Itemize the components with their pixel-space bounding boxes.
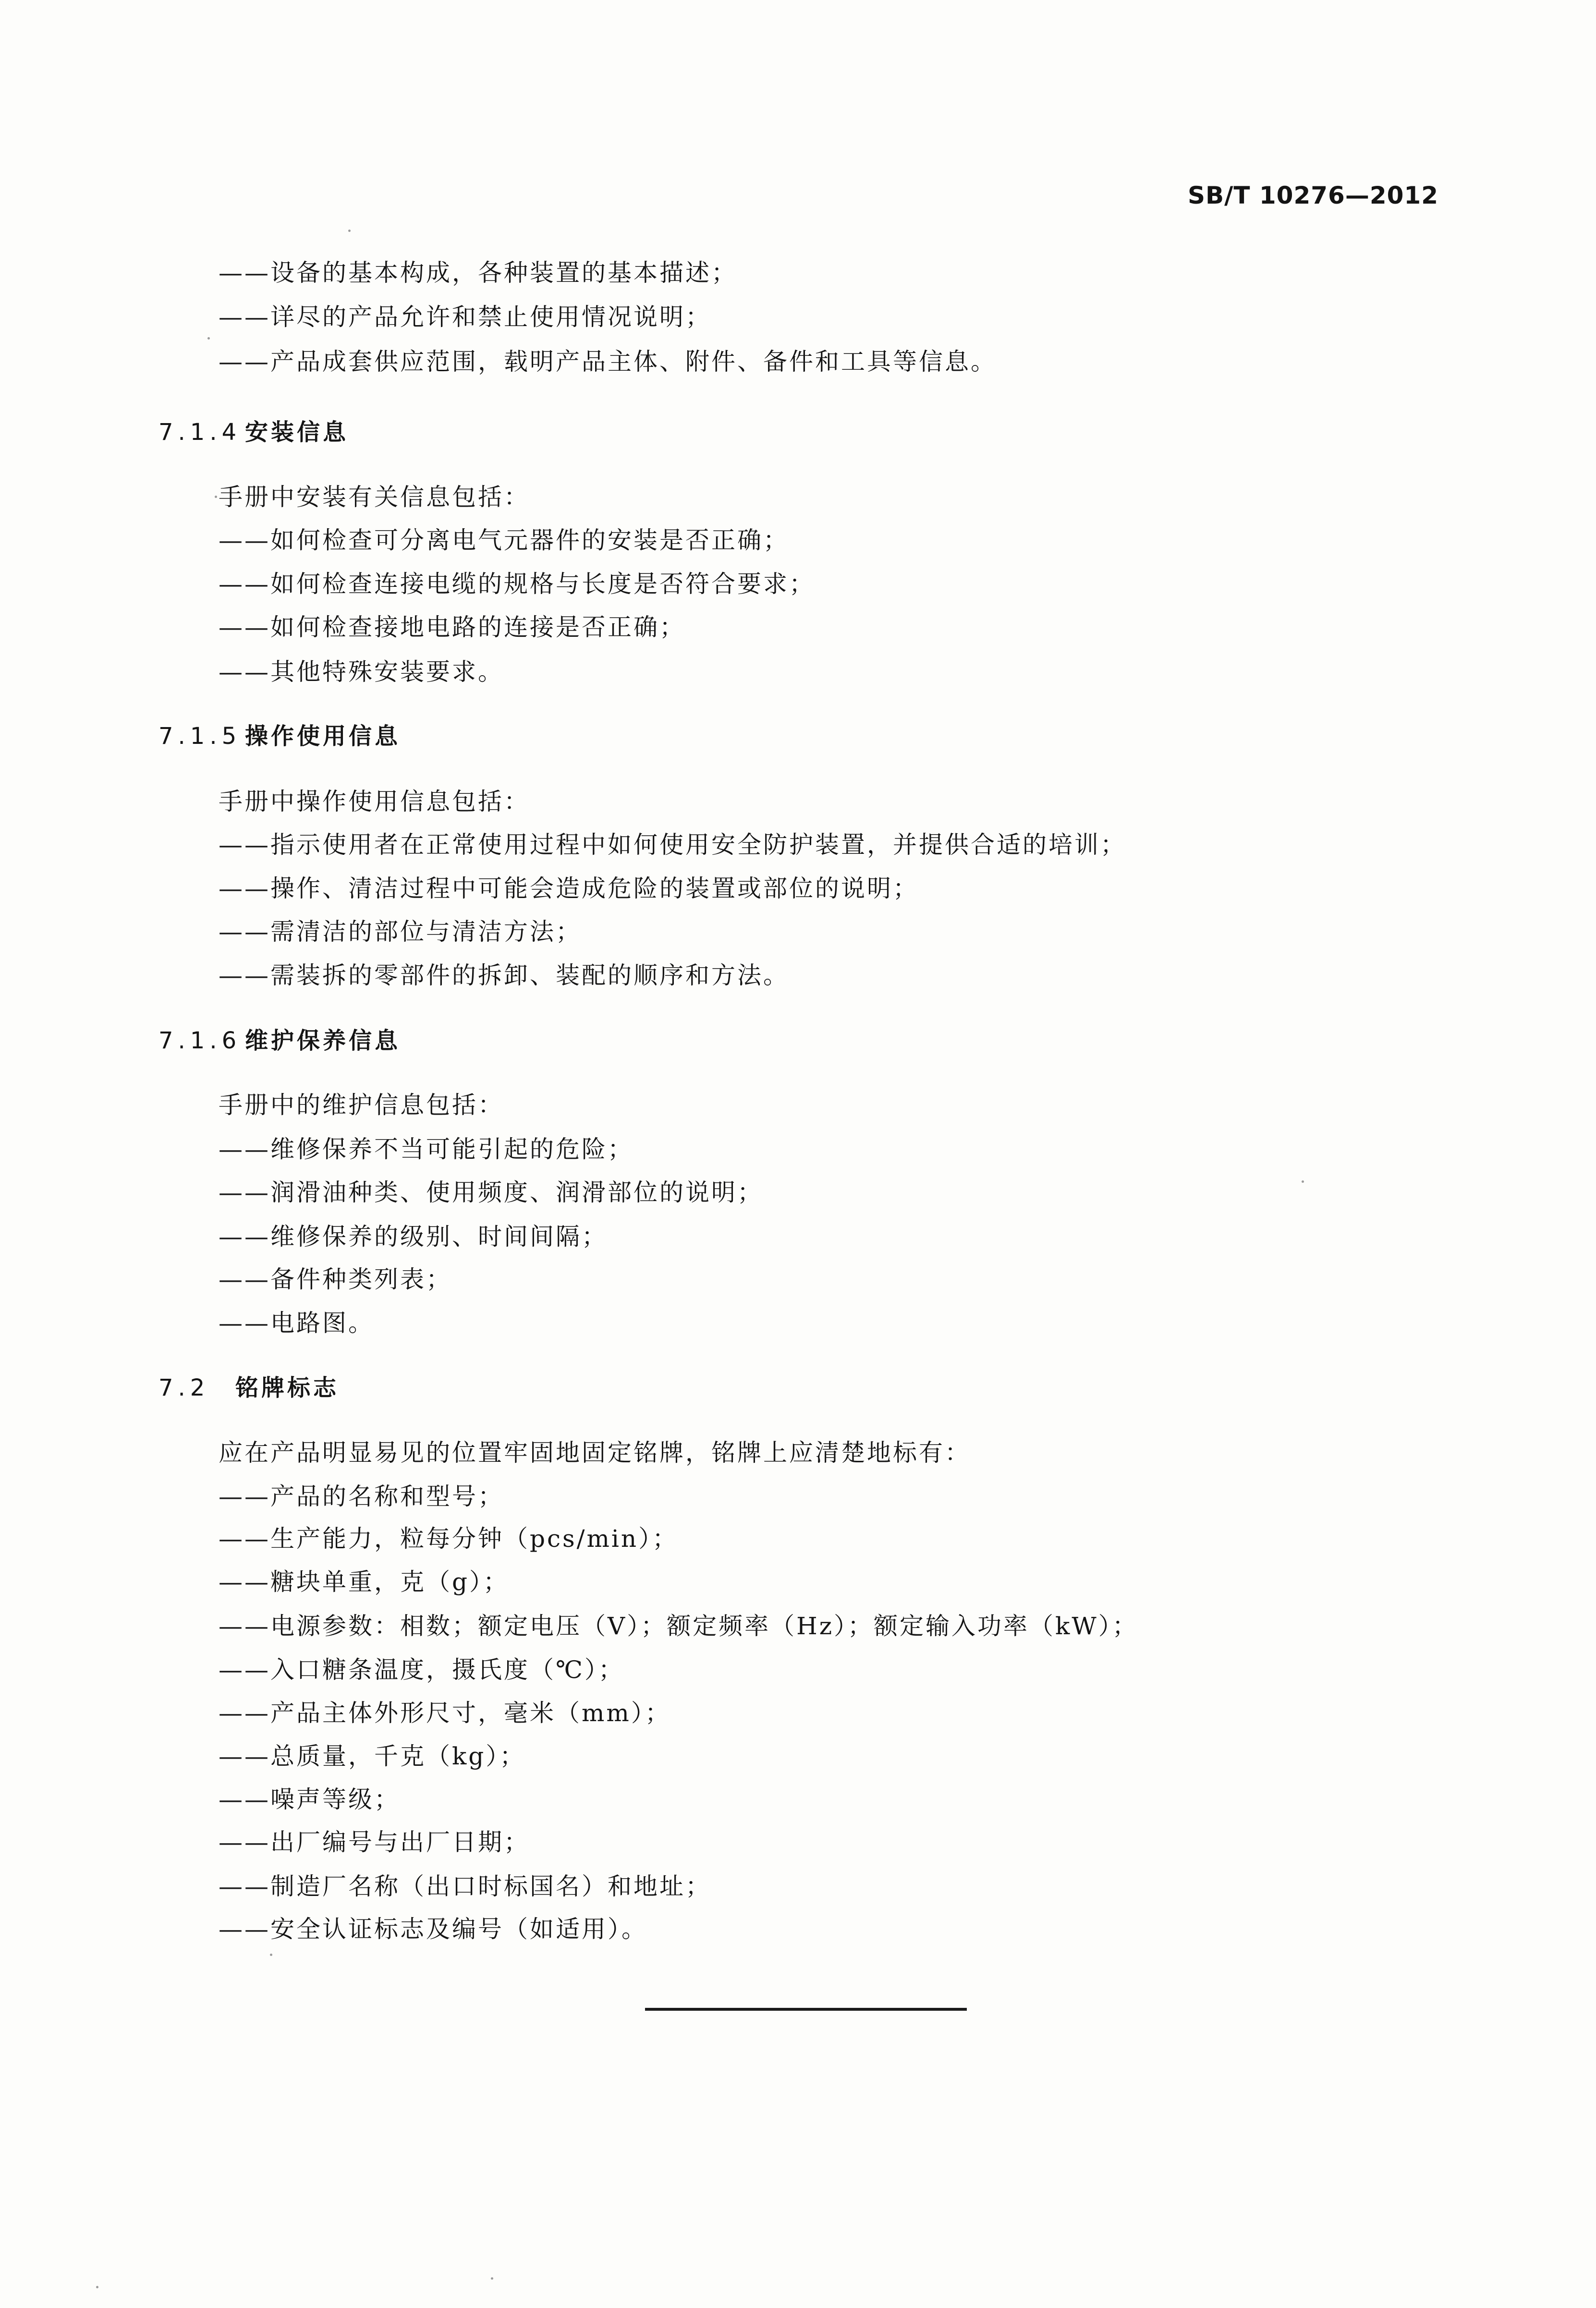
list-item: ——如何检查可分离电气元器件的安装是否正确； <box>219 526 789 554</box>
section-heading-7-1-5 <box>158 722 401 751</box>
list-item: ——维修保养的级别、时间间隔； <box>219 1223 608 1251</box>
list-item: ——产品主体外形尺寸，毫米（mm）； <box>219 1699 671 1727</box>
list-item: ——出厂编号与出厂日期； <box>219 1828 530 1856</box>
scan-speck <box>270 1954 272 1956</box>
section-intro: 手册中的维护信息包括： <box>219 1091 504 1119</box>
list-item: ——入口糖条温度，摄氏度（℃）； <box>219 1656 624 1684</box>
list-item: ——电路图。 <box>219 1309 374 1337</box>
list-item: ——产品成套供应范围，载明产品主体、附件、备件和工具等信息。 <box>219 348 997 376</box>
list-item: ——安全认证标志及编号（如适用）。 <box>219 1915 647 1943</box>
list-item: ——电源参数：相数；额定电压（V）；额定频率（Hz）；额定输入功率（kW）； <box>219 1612 1138 1640</box>
list-item: ——维修保养不当可能引起的危险； <box>219 1135 634 1163</box>
section-heading-7-2 <box>158 1373 339 1402</box>
list-item: ——如何检查接地电路的连接是否正确； <box>219 613 685 641</box>
scan-speck <box>491 2277 493 2280</box>
list-item: ——制造厂名称（出口时标国名）和地址； <box>219 1872 711 1900</box>
section-title: 维护保养信息 <box>245 1027 401 1054</box>
list-item: ——需清洁的部位与清洁方法； <box>219 918 582 946</box>
list-item: ——噪声等级； <box>219 1786 400 1813</box>
section-heading-7-1-4 <box>158 418 349 447</box>
list-item: ——润滑油种类、使用频度、润滑部位的说明； <box>219 1178 763 1206</box>
section-heading-7-1-6 <box>158 1026 401 1055</box>
section-number: 7.1.5 <box>158 723 242 750</box>
list-item: ——生产能力，粒每分钟（pcs/min）； <box>219 1525 679 1553</box>
scan-speck <box>96 2286 98 2288</box>
scan-speck <box>215 496 217 498</box>
section-intro: 手册中操作使用信息包括： <box>219 788 530 815</box>
list-item: ——备件种类列表； <box>219 1265 452 1293</box>
list-item: ——需装拆的零部件的拆卸、装配的顺序和方法。 <box>219 961 789 989</box>
list-item: ——其他特殊安装要求。 <box>219 658 504 686</box>
section-intro: 应在产品明显易见的位置牢固地固定铭牌，铭牌上应清楚地标有： <box>219 1439 971 1467</box>
scan-speck <box>348 230 351 232</box>
section-title: 铭牌标志 <box>235 1374 340 1401</box>
list-item: ——设备的基本构成，各种装置的基本描述； <box>219 259 737 287</box>
list-item: ——指示使用者在正常使用过程中如何使用安全防护装置，并提供合适的培训； <box>219 831 1126 859</box>
list-item: ——详尽的产品允许和禁止使用情况说明； <box>219 303 711 331</box>
list-item: ——糖块单重，克（g）； <box>219 1568 510 1596</box>
section-number: 7.1.4 <box>158 419 242 446</box>
list-item: ——如何检查连接电缆的规格与长度是否符合要求； <box>219 570 815 598</box>
list-item: ——操作、清洁过程中可能会造成危险的装置或部位的说明； <box>219 875 919 902</box>
section-title: 安装信息 <box>245 419 349 446</box>
scan-speck <box>1302 1180 1304 1183</box>
section-number: 7.1.6 <box>158 1027 242 1054</box>
list-item: ——产品的名称和型号； <box>219 1482 504 1510</box>
scan-speck <box>207 337 210 340</box>
list-item: ——总质量，千克（kg）； <box>219 1742 526 1770</box>
section-title: 操作使用信息 <box>245 723 401 750</box>
section-intro: 手册中安装有关信息包括： <box>219 483 530 511</box>
end-of-document-rule <box>645 2008 967 2011</box>
standard-code: SB/T 10276—2012 <box>1187 182 1438 209</box>
section-number: 7.2 <box>158 1374 210 1401</box>
